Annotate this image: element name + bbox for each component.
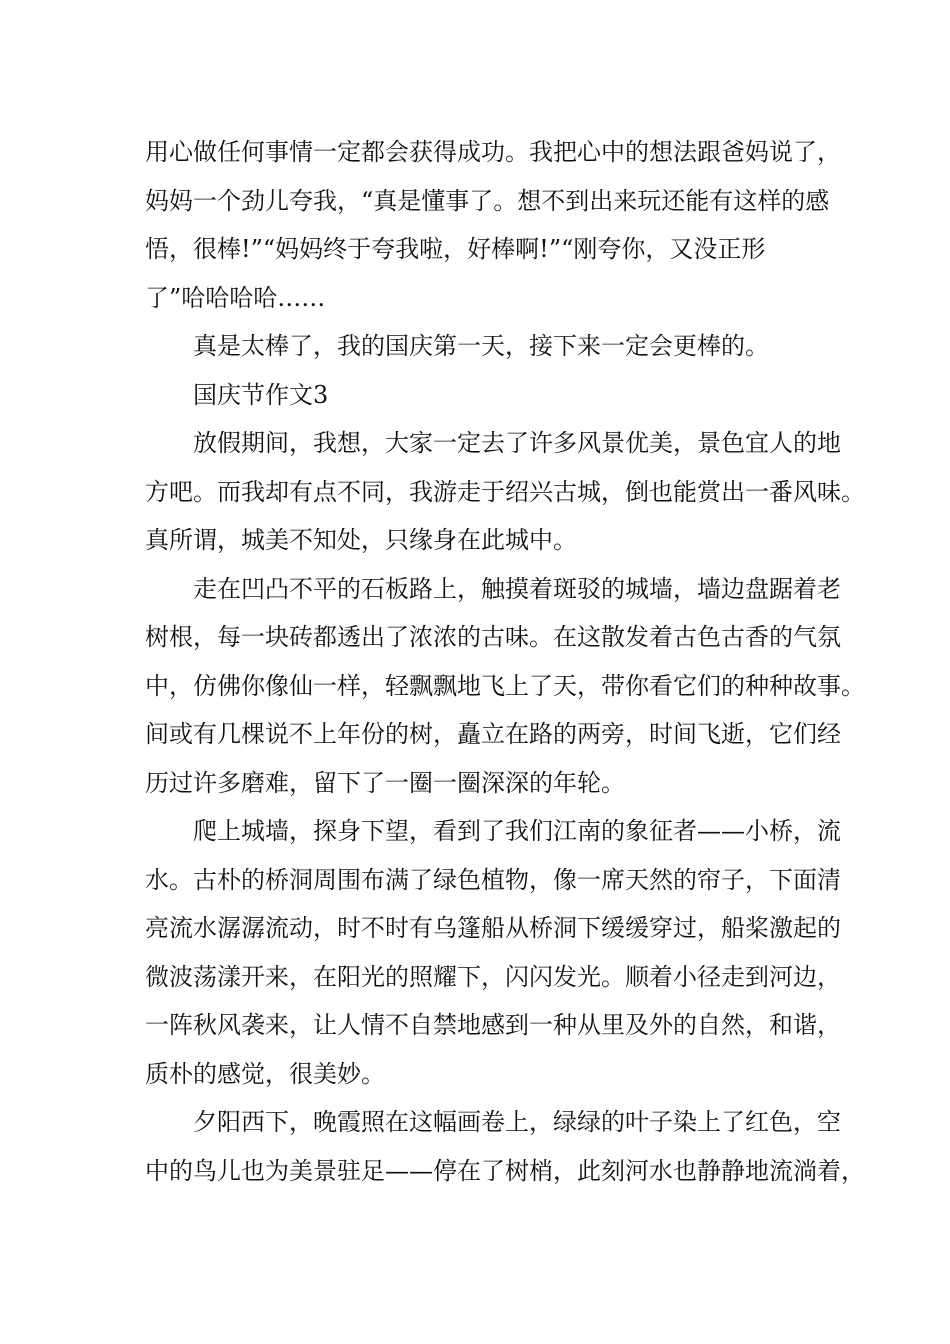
text-line: 夕阳西下，晚霞照在这幅画卷上，绿绿的叶子染上了红色，空 [193,1108,841,1136]
text-line: 微波荡漾开来，在阳光的照耀下，闪闪发光。顺着小径走到河边， [145,962,841,991]
text-line: 方吧。而我却有点不同，我游走于绍兴古城，倒也能赏出一番风味。 [145,477,865,506]
text-line: 中的鸟儿也为美景驻足——停在了树梢，此刻河水也静静地流淌着， [145,1156,865,1185]
text-line: 树根，每一块砖都透出了浓浓的古味。在这散发着古色古香的气氛 [145,623,841,651]
text-line: 亮流水潺潺流动，时不时有乌篷船从桥洞下缓缓穿过，船桨激起的 [145,914,841,942]
text-line: 走在凹凸不平的石板路上，触摸着斑驳的城墙，墙边盘踞着老 [193,574,841,603]
article-body [145,128,865,1195]
text-line: 水。古朴的桥洞周围布满了绿色植物，像一席天然的帘子，下面清 [145,865,841,894]
section-heading: 国庆节作文3 [193,380,329,409]
text-line: 了”哈哈哈哈…… [145,283,326,312]
text-line: 历过许多磨难，留下了一圈一圈深深的年轮。 [145,768,625,797]
text-line: 质朴的感觉，很美妙。 [145,1059,385,1088]
text-line: 一阵秋风袭来，让人情不自禁地感到一种从里及外的自然，和谐， [145,1011,841,1039]
text-line: 爬上城墙，探身下望，看到了我们江南的象征者——小桥，流 [193,817,841,845]
text-line: 间或有几棵说不上年份的树，矗立在路的两旁，时间飞逝，它们经 [145,720,841,748]
text-line: 真所谓，城美不知处，只缘身在此城中。 [145,526,577,554]
text-line: 悟，很棒!”“妈妈终于夸我啦，好棒啊!”“刚夸你，又没正形 [145,235,766,263]
text-line: 中，仿佛你像仙一样，轻飘飘地飞上了天，带你看它们的种种故事。 [145,671,865,700]
text-line: 用心做任何事情一定都会获得成功。我把心中的想法跟爸妈说了， [145,138,841,166]
text-line: 放假期间，我想，大家一定去了许多风景优美，景色宜人的地 [193,429,841,457]
text-line: 真是太棒了，我的国庆第一天，接下来一定会更棒的。 [193,332,769,360]
text-line: 妈妈一个劲儿夸我，“真是懂事了。想不到出来玩还能有这样的感 [145,186,830,215]
